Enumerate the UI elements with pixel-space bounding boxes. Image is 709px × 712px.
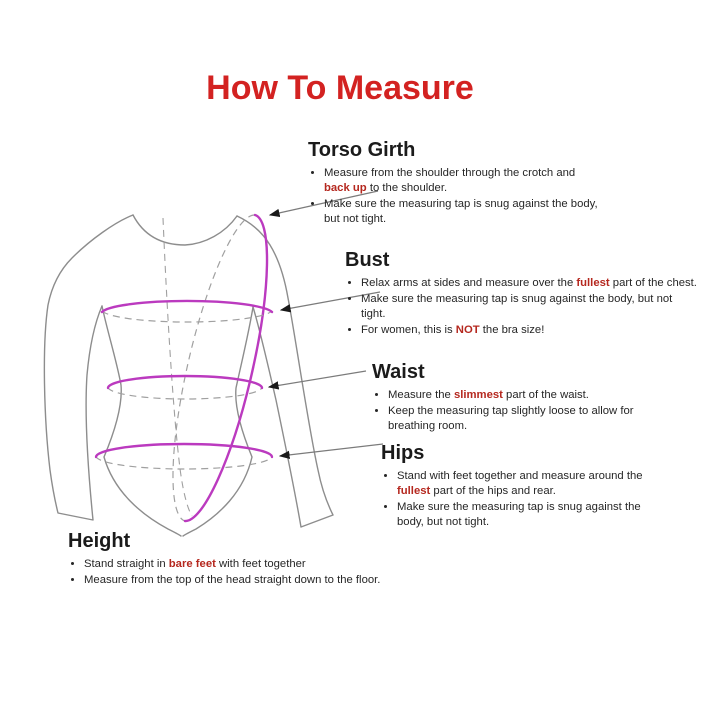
section-height bbox=[68, 530, 510, 589]
hips-loop bbox=[96, 444, 272, 469]
highlight-red: slimmest bbox=[453, 389, 503, 401]
bullet-item: • Measure from the shoulder through the crotch and back up to the shoulder. bbox=[324, 166, 642, 196]
hips-arrow bbox=[280, 444, 383, 456]
torso-girth-heading: Torso Girth bbox=[308, 139, 416, 161]
highlight-red: NOT bbox=[455, 324, 480, 336]
bust-bullets bbox=[345, 276, 707, 338]
bullet-item: • For women, this is NOT the bra size! bbox=[361, 323, 707, 338]
waist-heading: Waist bbox=[372, 361, 425, 383]
bullet-item: • Make sure the measuring tap is snug against the body, but not tight. bbox=[324, 197, 642, 227]
section-bust bbox=[345, 249, 707, 339]
height-heading: Height bbox=[68, 530, 131, 552]
hips-heading: Hips bbox=[381, 442, 425, 464]
waist-bullets bbox=[372, 388, 684, 434]
hips-bullets bbox=[381, 469, 683, 530]
bullet-item: • Measure the slimmest part of the waist. bbox=[388, 388, 684, 403]
page-title: How To Measure bbox=[206, 69, 474, 107]
torso-girth-loop bbox=[173, 215, 267, 521]
bullet-item: • Keep the measuring tap slightly loose to allow for breathing room. bbox=[388, 404, 684, 434]
highlight-red: back up bbox=[324, 182, 367, 194]
section-torso-girth bbox=[308, 139, 642, 228]
bullet-item: • Stand straight in bare feet with feet together bbox=[84, 557, 510, 572]
bullet-item: • Make sure the measuring tap is snug against the body, but not tight. bbox=[397, 500, 683, 530]
highlight-red: bare feet bbox=[168, 558, 216, 570]
bullet-item: • Stand with feet together and measure around the fullest part of the hips and rear. bbox=[397, 469, 683, 499]
bust-heading: Bust bbox=[345, 249, 390, 271]
bullet-item: • Relax arms at sides and measure over the fullest part of the chest. bbox=[361, 276, 707, 291]
height-bullets bbox=[68, 557, 510, 588]
highlight-red: fullest bbox=[397, 485, 431, 497]
torso-girth-bullets bbox=[308, 166, 642, 227]
bust-loop bbox=[102, 301, 272, 322]
highlight-red: fullest bbox=[576, 277, 610, 289]
bullet-item: • Measure from the top of the head straight down to the floor. bbox=[84, 573, 510, 588]
section-hips bbox=[381, 442, 683, 531]
bullet-item: • Make sure the measuring tap is snug against the body, but not tight. bbox=[361, 292, 707, 322]
section-waist bbox=[372, 361, 684, 435]
waist-arrow bbox=[269, 371, 366, 387]
